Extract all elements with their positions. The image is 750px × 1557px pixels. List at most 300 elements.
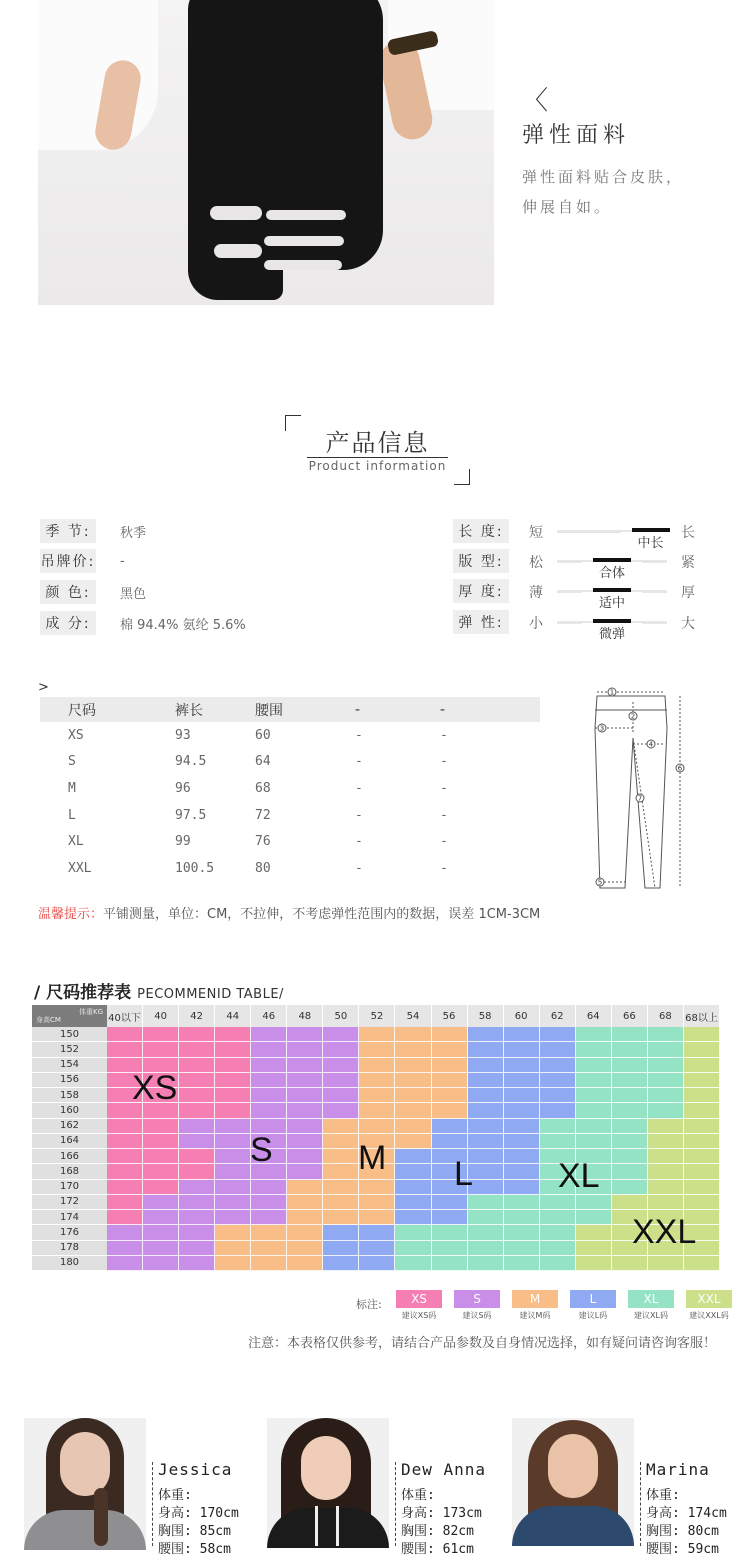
- grid-cell: [540, 1088, 576, 1103]
- grid-cell: [107, 1134, 143, 1149]
- scale-caption: 中长: [621, 532, 681, 551]
- grid-cell: [468, 1241, 504, 1256]
- scale-length: [453, 519, 703, 551]
- table-cell: L: [68, 807, 76, 823]
- height-row-header: 178: [32, 1241, 107, 1256]
- grid-cell: [107, 1256, 143, 1271]
- scale-high: 大: [681, 616, 695, 632]
- grid-cell: [540, 1073, 576, 1088]
- grid-cell: [179, 1210, 215, 1225]
- diagram-number: 2: [630, 712, 636, 721]
- grid-cell: [107, 1027, 143, 1042]
- grid-cell: [395, 1164, 431, 1179]
- grid-cell: [251, 1180, 287, 1195]
- table-header-row: [40, 697, 540, 722]
- table-cell: 97.5: [175, 807, 207, 823]
- scale-label: 长 度:: [453, 519, 509, 543]
- model-height: 身高: 174cm: [646, 1506, 727, 1521]
- grid-cell: [287, 1225, 323, 1240]
- table-cell: XS: [68, 727, 84, 743]
- table-cell: 80: [255, 860, 271, 876]
- model-weight: 体重:: [401, 1488, 435, 1503]
- grid-cell: [432, 1210, 468, 1225]
- grid-cell: [504, 1073, 540, 1088]
- grid-cell: [287, 1134, 323, 1149]
- corner-height-label: 身高CM: [36, 1016, 61, 1024]
- grid-cell: [612, 1103, 648, 1118]
- legend-swatch: XS: [396, 1290, 442, 1308]
- table-cell: -: [440, 834, 448, 850]
- grid-cell: [323, 1149, 359, 1164]
- legend-item: [396, 1290, 444, 1321]
- grid-cell: [504, 1256, 540, 1271]
- fabric-desc-line: 伸展自如。: [522, 198, 613, 216]
- grid-cell: [648, 1103, 684, 1118]
- product-info-title: 产品信息: [325, 429, 430, 457]
- grid-cell: [468, 1103, 504, 1118]
- grid-cell: [540, 1119, 576, 1134]
- grid-cell: [576, 1042, 612, 1057]
- grid-cell: [179, 1088, 215, 1103]
- model-bust: 胸围: 82cm: [401, 1524, 474, 1539]
- grid-cell: [468, 1058, 504, 1073]
- table-header: -: [440, 697, 540, 722]
- height-row-header: 150: [32, 1027, 107, 1042]
- grid-cell: [432, 1103, 468, 1118]
- grid-cell: [251, 1103, 287, 1118]
- weight-column-header: 40以下: [107, 1005, 143, 1027]
- grid-cell: [143, 1027, 179, 1042]
- table-row: [40, 802, 540, 829]
- zone-label: XS: [132, 1069, 178, 1107]
- grid-cell: [251, 1073, 287, 1088]
- grid-cell: [359, 1180, 395, 1195]
- chart-corner: [32, 1005, 107, 1027]
- grid-cell: [468, 1088, 504, 1103]
- fabric-description: [522, 162, 732, 222]
- grid-cell: [395, 1180, 431, 1195]
- legend-caption: 建议XS码: [401, 1311, 437, 1320]
- recommend-title-en: PECOMMENID TABLE/: [137, 987, 284, 1002]
- table-cell: -: [355, 754, 363, 770]
- table-cell: 68: [255, 780, 271, 796]
- table-row: [40, 749, 540, 776]
- grid-cell: [359, 1195, 395, 1210]
- zone-label: XXL: [632, 1213, 697, 1251]
- table-cell: -: [355, 834, 363, 850]
- grid-cell: [395, 1256, 431, 1271]
- grid-cell: [648, 1088, 684, 1103]
- weight-column-header: 68: [648, 1005, 684, 1027]
- leg-cutout: [264, 260, 342, 270]
- grid-cell: [576, 1027, 612, 1042]
- grid-cell: [395, 1103, 431, 1118]
- grid-cell: [215, 1058, 251, 1073]
- weight-column-header: 58: [468, 1005, 504, 1027]
- model-waist: 腰围: 59cm: [646, 1542, 719, 1557]
- weight-column-header: 56: [432, 1005, 468, 1027]
- grid-cell: [395, 1195, 431, 1210]
- grid-cell: [576, 1134, 612, 1149]
- grid-cell: [504, 1195, 540, 1210]
- grid-cell: [143, 1210, 179, 1225]
- legend-swatch: M: [512, 1290, 558, 1308]
- grid-cell: [107, 1164, 143, 1179]
- grid-cell: [468, 1027, 504, 1042]
- table-row: [40, 722, 540, 749]
- table-cell: S: [68, 754, 76, 770]
- fabric-desc-line: 弹性面料贴合皮肤，: [522, 168, 685, 186]
- table-header: 尺码: [40, 697, 175, 722]
- recommend-title: [34, 978, 284, 1003]
- recommend-title-cn: / 尺码推荐表: [34, 983, 132, 1003]
- grid-cell: [612, 1088, 648, 1103]
- grid-cell: [504, 1134, 540, 1149]
- legend-swatch: L: [570, 1290, 616, 1308]
- grid-cell: [648, 1256, 684, 1271]
- height-row-header: 172: [32, 1195, 107, 1210]
- grid-cell: [287, 1073, 323, 1088]
- model-name: Jessica: [158, 1460, 233, 1479]
- fabric-title: 弹性面料: [522, 123, 631, 148]
- model-height: 身高: 170cm: [158, 1506, 239, 1521]
- grid-cell: [468, 1195, 504, 1210]
- attr-value: 黑色: [120, 586, 147, 602]
- pants-measurement-diagram: [585, 688, 695, 893]
- grid-cell: [287, 1042, 323, 1057]
- corner-bracket: [454, 469, 470, 485]
- grid-cell: [576, 1210, 612, 1225]
- table-row: [40, 828, 540, 855]
- table-cell: 100.5: [175, 860, 215, 876]
- grid-cell: [432, 1042, 468, 1057]
- weight-column-header: 42: [179, 1005, 215, 1027]
- grid-cell: [215, 1225, 251, 1240]
- model-weight: 体重:: [158, 1488, 192, 1503]
- table-cell: 64: [255, 754, 271, 770]
- model-photo: [267, 1418, 389, 1546]
- grid-cell: [648, 1195, 684, 1210]
- grid-cell: [612, 1058, 648, 1073]
- grid-cell: [684, 1058, 720, 1073]
- grid-cell: [287, 1119, 323, 1134]
- corner-weight-label: 体重KG: [78, 1008, 103, 1016]
- chart-note: 注意：本表格仅供参考，请结合产品参数及自身情况选择，如有疑问请咨询客服！: [248, 1336, 717, 1351]
- grid-cell: [504, 1180, 540, 1195]
- grid-cell: [684, 1195, 720, 1210]
- grid-cell: [684, 1042, 720, 1057]
- zone-label: L: [454, 1155, 473, 1193]
- grid-cell: [143, 1195, 179, 1210]
- grid-cell: [684, 1103, 720, 1118]
- grid-cell: [504, 1164, 540, 1179]
- grid-cell: [143, 1225, 179, 1240]
- grid-cell: [395, 1088, 431, 1103]
- grid-cell: [540, 1103, 576, 1118]
- grid-cell: [432, 1195, 468, 1210]
- grid-cell: [179, 1058, 215, 1073]
- grid-cell: [540, 1256, 576, 1271]
- grid-cell: [504, 1149, 540, 1164]
- scale-low: 薄: [529, 585, 543, 601]
- grid-cell: [359, 1027, 395, 1042]
- grid-cell: [215, 1180, 251, 1195]
- weight-column-header: 66: [612, 1005, 648, 1027]
- weight-column-header: 44: [215, 1005, 251, 1027]
- table-cell: 76: [255, 834, 271, 850]
- grid-cell: [504, 1225, 540, 1240]
- grid-cell: [395, 1073, 431, 1088]
- grid-cell: [395, 1027, 431, 1042]
- grid-cell: [215, 1164, 251, 1179]
- weight-column-header: 68以上: [684, 1005, 720, 1027]
- separator: [395, 1462, 396, 1546]
- table-row: [40, 855, 540, 882]
- grid-cell: [684, 1119, 720, 1134]
- weight-column-header: 54: [395, 1005, 431, 1027]
- weight-column-header: 50: [323, 1005, 359, 1027]
- grid-cell: [251, 1210, 287, 1225]
- zone-label: XL: [558, 1157, 600, 1195]
- scale-fit: [453, 549, 703, 581]
- grid-cell: [540, 1058, 576, 1073]
- table-cell: M: [68, 780, 76, 796]
- attr-label: 颜 色:: [40, 580, 96, 604]
- grid-cell: [468, 1164, 504, 1179]
- grid-cell: [648, 1027, 684, 1042]
- scale-label: 厚 度:: [453, 579, 509, 603]
- grid-cell: [359, 1119, 395, 1134]
- grid-cell: [540, 1134, 576, 1149]
- grid-cell: [323, 1256, 359, 1271]
- table-cell: -: [440, 727, 448, 743]
- scale-low: 小: [529, 616, 543, 632]
- scale-caption: 适中: [582, 592, 642, 611]
- height-row-header: 154: [32, 1058, 107, 1073]
- grid-cell: [251, 1042, 287, 1057]
- grid-cell: [432, 1225, 468, 1240]
- table-header: 裤长: [175, 697, 255, 722]
- grid-cell: [323, 1042, 359, 1057]
- grid-cell: [287, 1210, 323, 1225]
- grid-cell: [179, 1149, 215, 1164]
- legend-swatch: S: [454, 1290, 500, 1308]
- grid-cell: [576, 1073, 612, 1088]
- grid-cell: [432, 1073, 468, 1088]
- height-row-header: 156: [32, 1073, 107, 1088]
- table-cell: -: [440, 780, 448, 796]
- grid-cell: [179, 1027, 215, 1042]
- attr-color: [40, 580, 146, 604]
- grid-cell: [468, 1134, 504, 1149]
- measure-line-inseam: [633, 738, 655, 888]
- grid-cell: [612, 1073, 648, 1088]
- grid-cell: [612, 1027, 648, 1042]
- grid-cell: [107, 1180, 143, 1195]
- table-cell: -: [355, 807, 363, 823]
- weight-column-header: 60: [504, 1005, 540, 1027]
- grid-cell: [323, 1088, 359, 1103]
- grid-cell: [143, 1042, 179, 1057]
- grid-cell: [287, 1058, 323, 1073]
- grid-cell: [540, 1225, 576, 1240]
- grid-cell: [323, 1225, 359, 1240]
- legend-item: [570, 1290, 618, 1321]
- grid-cell: [648, 1119, 684, 1134]
- tip-prefix: 温馨提示：: [38, 907, 104, 922]
- grid-cell: [359, 1256, 395, 1271]
- grid-cell: [684, 1164, 720, 1179]
- height-row-header: 164: [32, 1134, 107, 1149]
- grid-cell: [287, 1241, 323, 1256]
- grid-cell: [684, 1027, 720, 1042]
- grid-cell: [468, 1210, 504, 1225]
- grid-cell: [395, 1225, 431, 1240]
- legend-item: [454, 1290, 502, 1321]
- pants-outline: [595, 696, 667, 888]
- diagram-number: 3: [599, 724, 605, 733]
- grid-cell: [323, 1241, 359, 1256]
- height-row-header: 160: [32, 1103, 107, 1118]
- scale-high: 长: [681, 525, 695, 541]
- model-bust: 胸围: 85cm: [158, 1524, 231, 1539]
- scale-label: 弹 性:: [453, 610, 509, 634]
- grid-cell: [251, 1088, 287, 1103]
- grid-cell: [107, 1119, 143, 1134]
- separator: [152, 1462, 153, 1546]
- legend-label: 标注:: [356, 1298, 382, 1311]
- grid-cell: [251, 1256, 287, 1271]
- product-photo-legs: [38, 0, 494, 305]
- attr-label: 成 分:: [40, 611, 96, 635]
- grid-cell: [323, 1058, 359, 1073]
- grid-cell: [540, 1042, 576, 1057]
- diagram-number: 1: [609, 688, 615, 697]
- table-cell: -: [355, 727, 363, 743]
- grid-cell: [432, 1088, 468, 1103]
- diagram-number: 6: [677, 764, 683, 773]
- product-info-subtitle: Product information: [308, 459, 447, 473]
- weight-column-header: 46: [251, 1005, 287, 1027]
- grid-cell: [648, 1149, 684, 1164]
- back-arrow-icon: 〈: [522, 86, 549, 116]
- table-cell: 96: [175, 780, 191, 796]
- grid-cell: [395, 1058, 431, 1073]
- grid-cell: [179, 1119, 215, 1134]
- grid-cell: [612, 1195, 648, 1210]
- height-row-header: 174: [32, 1210, 107, 1225]
- grid-cell: [540, 1027, 576, 1042]
- grid-cell: [468, 1180, 504, 1195]
- grid-cell: [215, 1119, 251, 1134]
- grid-cell: [143, 1149, 179, 1164]
- grid-cell: [540, 1195, 576, 1210]
- grid-cell: [143, 1180, 179, 1195]
- grid-cell: [179, 1256, 215, 1271]
- legend-caption: 建议S码: [462, 1311, 492, 1320]
- attr-season: [40, 519, 146, 543]
- grid-cell: [359, 1103, 395, 1118]
- grid-cell: [359, 1210, 395, 1225]
- grid-cell: [215, 1256, 251, 1271]
- grid-cell: [612, 1119, 648, 1134]
- grid-cell: [576, 1241, 612, 1256]
- scale-caption: 微弹: [582, 623, 642, 642]
- grid-cell: [468, 1225, 504, 1240]
- grid-cell: [215, 1042, 251, 1057]
- grid-cell: [215, 1027, 251, 1042]
- grid-cell: [215, 1088, 251, 1103]
- table-cell: 72: [255, 807, 271, 823]
- grid-cell: [684, 1073, 720, 1088]
- chevron-right-icon: >: [38, 680, 49, 695]
- scale-label: 版 型:: [453, 549, 509, 573]
- grid-cell: [287, 1027, 323, 1042]
- model-name: Dew Anna: [401, 1460, 487, 1479]
- grid-cell: [684, 1134, 720, 1149]
- divider: [307, 457, 448, 458]
- grid-cell: [432, 1027, 468, 1042]
- grid-cell: [359, 1088, 395, 1103]
- grid-cell: [612, 1256, 648, 1271]
- size-legend: [356, 1290, 729, 1326]
- height-row-header: 166: [32, 1149, 107, 1164]
- grid-cell: [107, 1042, 143, 1057]
- grid-cell: [432, 1119, 468, 1134]
- table-cell: 60: [255, 727, 271, 743]
- size-recommend-chart: [32, 1005, 720, 1271]
- attr-value: 棉 94.4% 氨纶 5.6%: [120, 617, 246, 633]
- legend-caption: 建议L码: [578, 1311, 608, 1320]
- grid-cell: [432, 1241, 468, 1256]
- grid-cell: [323, 1164, 359, 1179]
- grid-cell: [684, 1088, 720, 1103]
- grid-cell: [215, 1073, 251, 1088]
- table-header: 腰围: [255, 697, 355, 722]
- grid-cell: [179, 1134, 215, 1149]
- leg-cutout: [266, 210, 346, 220]
- grid-cell: [107, 1241, 143, 1256]
- grid-cell: [287, 1180, 323, 1195]
- grid-cell: [468, 1119, 504, 1134]
- leg-cutout: [210, 206, 262, 220]
- grid-cell: [468, 1042, 504, 1057]
- grid-cell: [648, 1042, 684, 1057]
- legend-caption: 建议XL码: [634, 1311, 668, 1320]
- grid-cell: [179, 1042, 215, 1057]
- grid-cell: [359, 1073, 395, 1088]
- grid-cell: [395, 1210, 431, 1225]
- grid-cell: [107, 1195, 143, 1210]
- grid-cell: [215, 1241, 251, 1256]
- grid-cell: [576, 1256, 612, 1271]
- grid-cell: [395, 1042, 431, 1057]
- scale-elasticity: [453, 610, 703, 642]
- grid-cell: [251, 1241, 287, 1256]
- grid-cell: [143, 1119, 179, 1134]
- scale-caption: 合体: [582, 562, 642, 581]
- model-waist: 腰围: 58cm: [158, 1542, 231, 1557]
- grid-cell: [359, 1225, 395, 1240]
- grid-cell: [287, 1149, 323, 1164]
- grid-cell: [576, 1103, 612, 1118]
- grid-cell: [612, 1164, 648, 1179]
- grid-cell: [612, 1042, 648, 1057]
- diagram-number: 4: [648, 740, 654, 749]
- model-height: 身高: 173cm: [401, 1506, 482, 1521]
- grid-cell: [648, 1180, 684, 1195]
- grid-cell: [612, 1149, 648, 1164]
